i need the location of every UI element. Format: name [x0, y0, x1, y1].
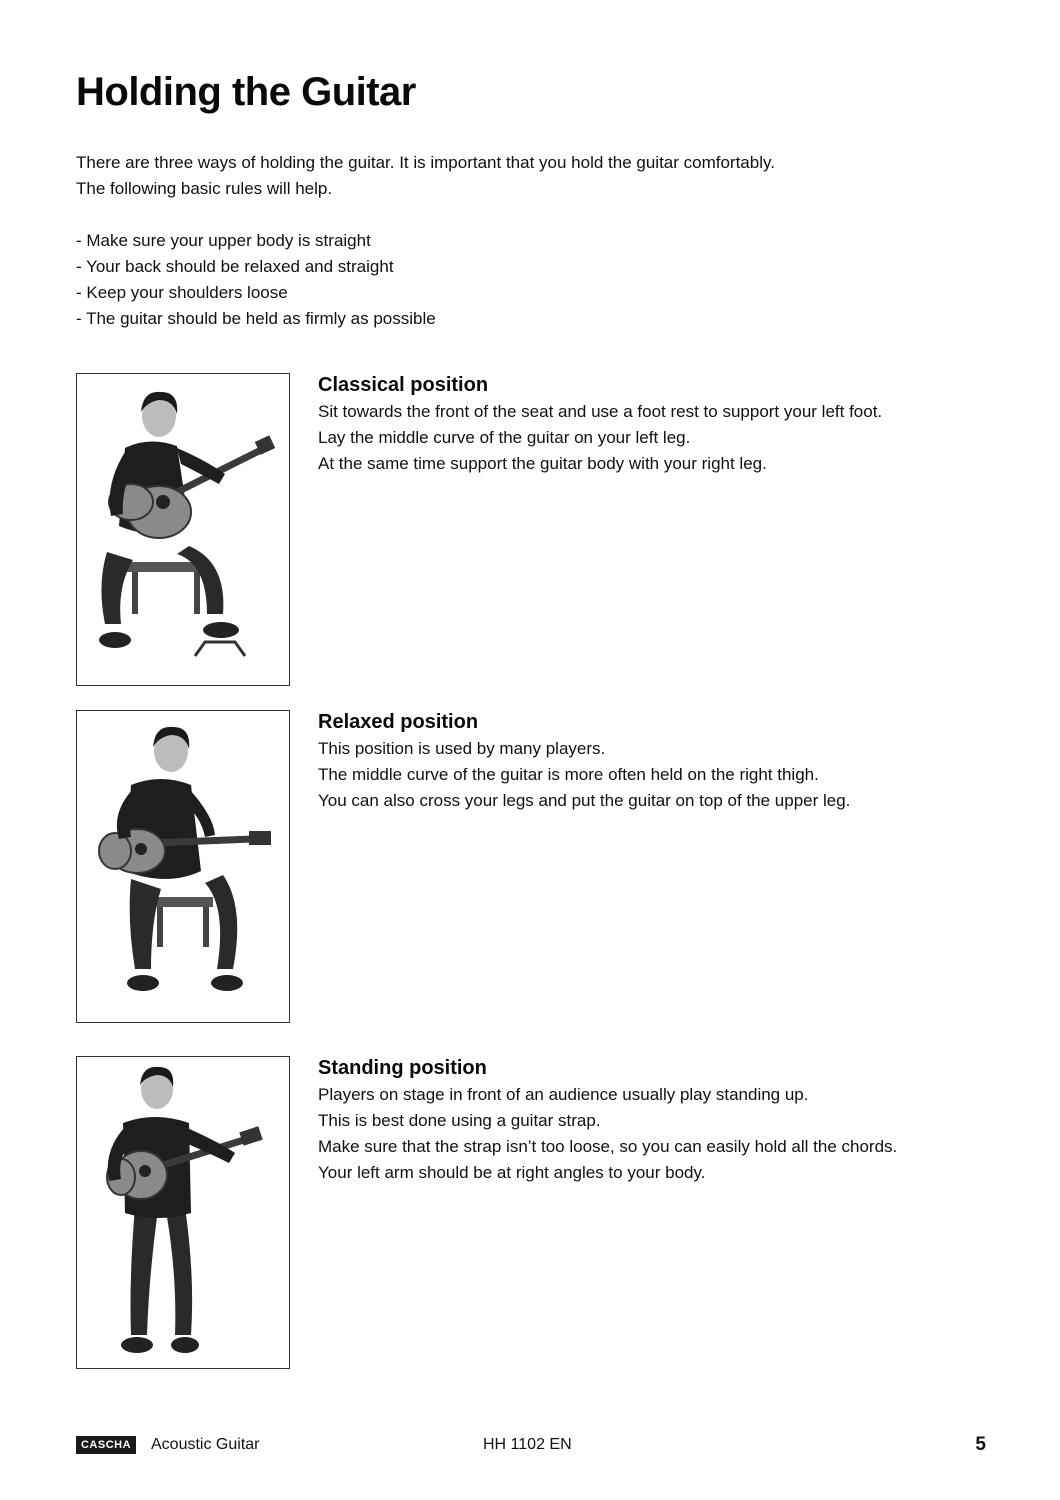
section-line: The middle curve of the guitar is more often held on the right thigh. [318, 765, 819, 784]
intro-line: There are three ways of holding the guitar. It is important that you hold the guitar comfortably. [76, 153, 775, 172]
rule-item: - Keep your shoulders loose [76, 283, 288, 302]
intro-line: The following basic rules will help. [76, 179, 333, 198]
photo-relaxed-position [76, 710, 290, 1023]
document-code: HH 1102 EN [483, 1436, 572, 1453]
section-line: At the same time support the guitar body with your right leg. [318, 454, 767, 473]
section-line: This is best done using a guitar strap. [318, 1111, 601, 1130]
section-title: Relaxed position [318, 711, 479, 733]
rule-item: - Make sure your upper body is straight [76, 231, 371, 250]
section-line: Sit towards the front of the seat and use a foot rest to support your left foot. [318, 402, 883, 421]
section-text-classical [318, 373, 978, 477]
page-title: Holding the Guitar [76, 70, 416, 114]
section-text-relaxed [318, 710, 978, 814]
section-title: Classical position [318, 374, 489, 396]
rules-list [76, 228, 976, 332]
section-title: Standing position [318, 1057, 487, 1079]
section-line: Your left arm should be at right angles to your body. [318, 1163, 706, 1182]
photo-classical-position [76, 373, 290, 686]
product-name: Acoustic Guitar [151, 1436, 260, 1453]
page-footer [76, 1434, 986, 1458]
section-line: Players on stage in front of an audience usually play standing up. [318, 1085, 809, 1104]
section-line: Make sure that the strap isn’t too loose, so you can easily hold all the chords. [318, 1137, 898, 1156]
photo-standing-position [76, 1056, 290, 1369]
rule-item: - Your back should be relaxed and straight [76, 257, 394, 276]
page-number: 5 [975, 1434, 986, 1455]
section-line: Lay the middle curve of the guitar on your left leg. [318, 428, 691, 447]
section-text-standing [318, 1056, 978, 1186]
intro-paragraph [76, 150, 976, 202]
section-line: You can also cross your legs and put the guitar on top of the upper leg. [318, 791, 851, 810]
rule-item: - The guitar should be held as firmly as possible [76, 309, 436, 328]
section-line: This position is used by many players. [318, 739, 606, 758]
brand-logo: CASCHA [76, 1436, 136, 1454]
